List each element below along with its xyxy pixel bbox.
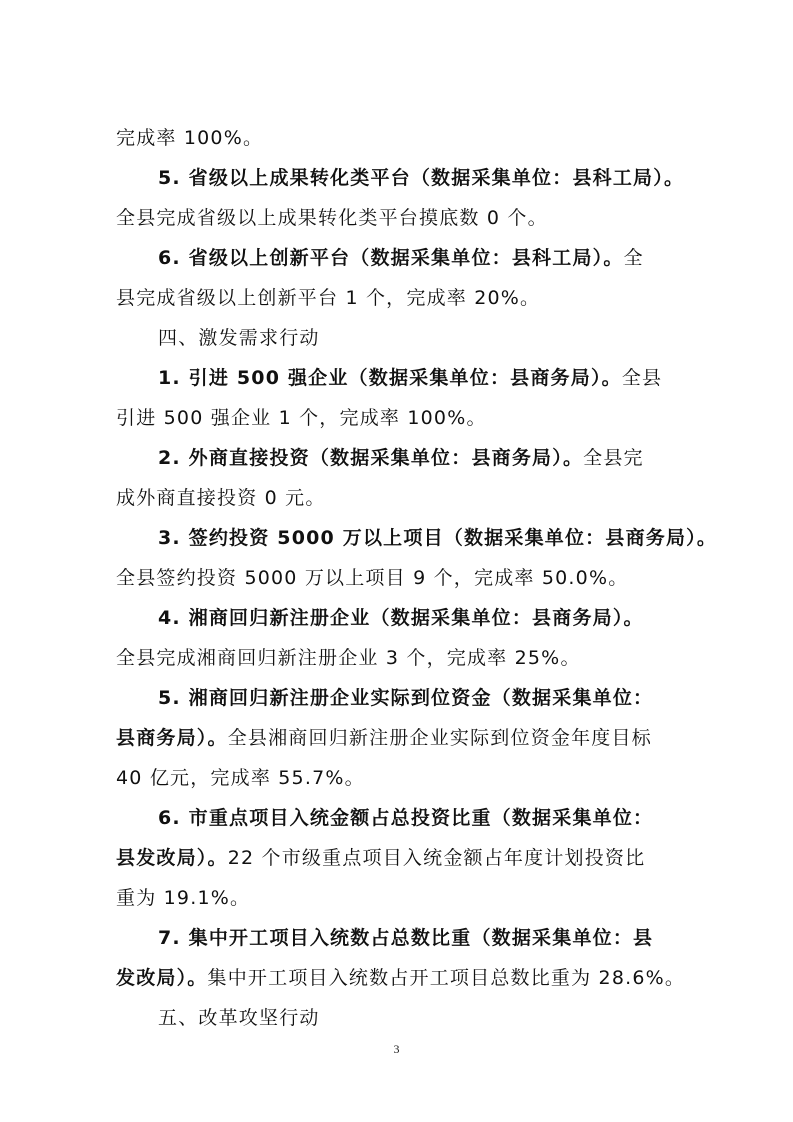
heading-item-5-achievement-platform: 5. 省级以上成果转化类平台（数据采集单位：县科工局）。 xyxy=(158,167,685,189)
paragraph-line: 引进 500 强企业 1 个，完成率 100%。 xyxy=(116,407,487,429)
heading-item-1-top500: 1. 引进 500 强企业（数据采集单位：县商务局）。全县 xyxy=(158,367,663,389)
paragraph-line: 发改局）。集中开工项目入统数占开工项目总数比重为 28.6%。 xyxy=(116,967,686,989)
paragraph-line: 重为 19.1%。 xyxy=(116,887,251,909)
paragraph-line: 完成率 100%。 xyxy=(116,127,264,149)
paragraph-line: 全县完成湘商回归新注册企业 3 个，完成率 25%。 xyxy=(116,647,581,669)
heading-item-4-returning-enterprises: 4. 湘商回归新注册企业（数据采集单位：县商务局）。 xyxy=(158,607,644,629)
paragraph-line: 全县完成省级以上成果转化类平台摸底数 0 个。 xyxy=(116,207,548,229)
heading-item-6-key-projects: 6. 市重点项目入统金额占总投资比重（数据采集单位： xyxy=(158,807,654,829)
heading-item-6-innovation-platform: 6. 省级以上创新平台（数据采集单位：县科工局）。全 xyxy=(158,247,644,269)
section-heading-4: 四、激发需求行动 xyxy=(158,327,320,349)
paragraph-line: 40 亿元，完成率 55.7%。 xyxy=(116,767,365,789)
page-number: 3 xyxy=(393,1042,400,1056)
paragraph-line: 全县签约投资 5000 万以上项目 9 个，完成率 50.0%。 xyxy=(116,567,629,589)
heading-item-3-signed-projects: 3. 签约投资 5000 万以上项目（数据采集单位：县商务局）。 xyxy=(158,527,718,549)
paragraph-line: 县完成省级以上创新平台 1 个，完成率 20%。 xyxy=(116,287,541,309)
section-heading-5: 五、改革攻坚行动 xyxy=(158,1007,320,1029)
paragraph-line: 成外商直接投资 0 元。 xyxy=(116,487,326,509)
paragraph-line: 县发改局）。22 个市级重点项目入统金额占年度计划投资比 xyxy=(116,847,646,869)
paragraph-line: 县商务局）。全县湘商回归新注册企业实际到位资金年度目标 xyxy=(116,727,652,749)
heading-item-5-actual-funds: 5. 湘商回归新注册企业实际到位资金（数据采集单位： xyxy=(158,687,654,709)
heading-item-7-centralized-projects: 7. 集中开工项目入统数占总数比重（数据采集单位：县 xyxy=(158,927,654,949)
heading-item-2-fdi: 2. 外商直接投资（数据采集单位：县商务局）。全县完 xyxy=(158,447,644,469)
